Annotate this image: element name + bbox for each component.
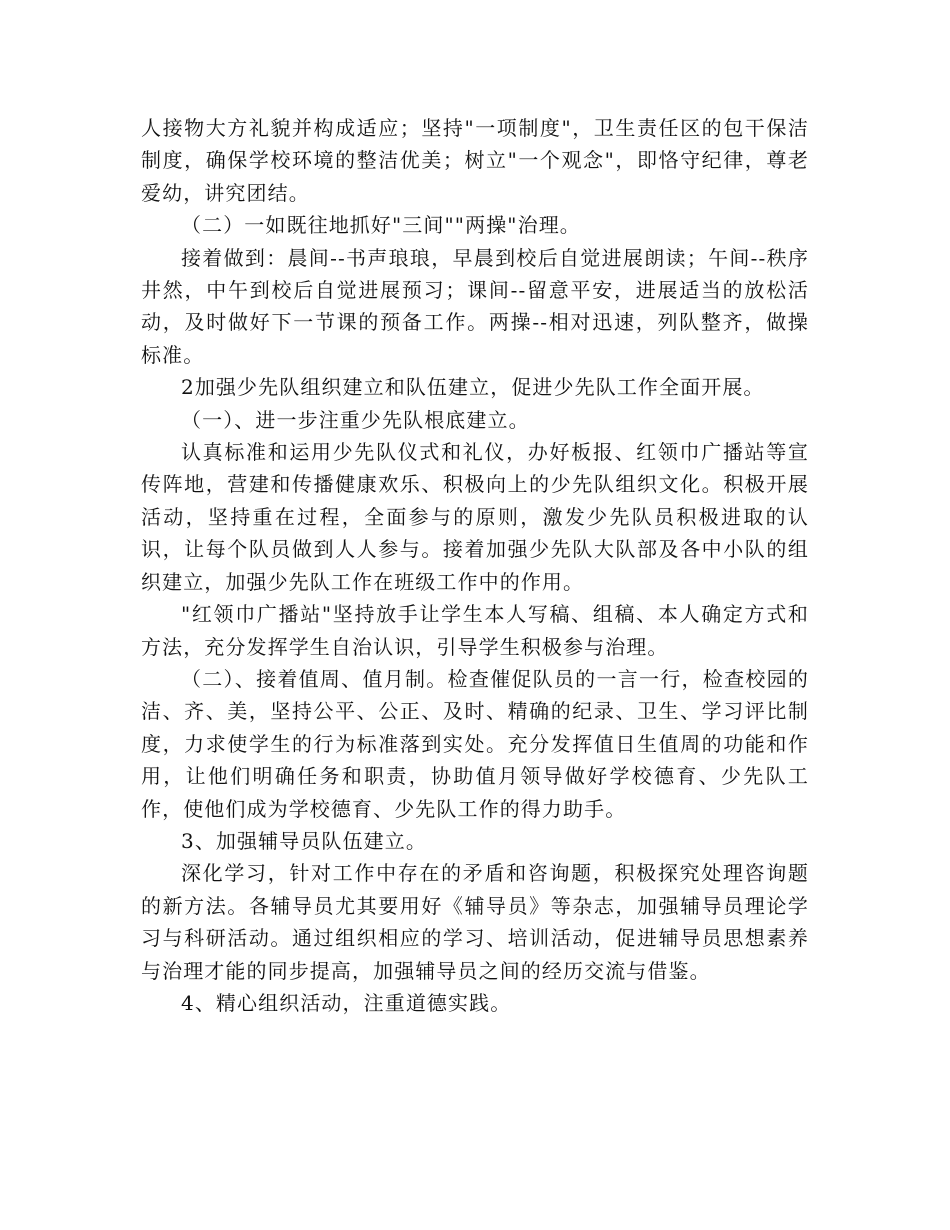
paragraph: 人接物大方礼貌并构成适应；坚持"一项制度"，卫生责任区的包干保洁制度，确保学校环境的整洁优美；树立"一个观念"，即恪守纪律，尊老爱幼，讲究团结。: [141, 116, 809, 205]
document-page: [141, 112, 809, 1019]
section-heading: （二）一如既往地抓好"三间""两操"治理。: [181, 213, 581, 238]
section-heading: 2加强少先队组织建立和队伍建立，促进少先队工作全面开展。: [181, 375, 765, 400]
paragraph: 深化学习，针对工作中存在的矛盾和咨询题，积极探究处理咨询题的新方法。各辅导员尤其要用好《辅导员》等杂志，加强辅导员理论学习与科研活动。通过组织相应的学习、培训活动，促进辅导员思想素养与治理才能的同步提高，加强辅导员之间的经历交流与借鉴。: [141, 861, 809, 983]
paragraph: 接着做到：晨间--书声琅琅，早晨到校后自觉进展朗读；午间--秩序井然，中午到校后自觉进展预习；课间--留意平安，进展适当的放松活动，及时做好下一节课的预备工作。两操--相对迅速，列队整齐，做操标准。: [141, 245, 809, 367]
section-heading: 3、加强辅导员队伍建立。: [181, 828, 427, 853]
paragraph: "红领巾广播站"坚持放手让学生本人写稿、组稿、本人确定方式和方法，充分发挥学生自治认识，引导学生积极参与治理。: [141, 602, 809, 659]
section-heading: （一）、进一步注重少先队根底建立。: [181, 407, 530, 432]
section-heading: 4、精心组织活动，注重道德实践。: [181, 990, 512, 1015]
paragraph: （二）、接着值周、值月制。检查催促队员的一言一行，检查校园的洁、齐、美，坚持公平、公正、及时、精确的纪录、卫生、学习评比制度，力求使学生的行为标准落到实处。充分发挥值日生值周的功能和作用，让他们明确任务和职责，协助值月领导做好学校德育、少先队工作，使他们成为学校德育、少先队工作的得力助手。: [141, 666, 809, 821]
paragraph: 认真标准和运用少先队仪式和礼仪，办好板报、红领巾广播站等宣传阵地，营建和传播健康欢乐、积极向上的少先队组织文化。积极开展活动，坚持重在过程，全面参与的原则，激发少先队员积极进取的认识，让每个队员做到人人参与。接着加强少先队大队部及各中小队的组织建立，加强少先队工作在班级工作中的作用。: [141, 440, 809, 594]
